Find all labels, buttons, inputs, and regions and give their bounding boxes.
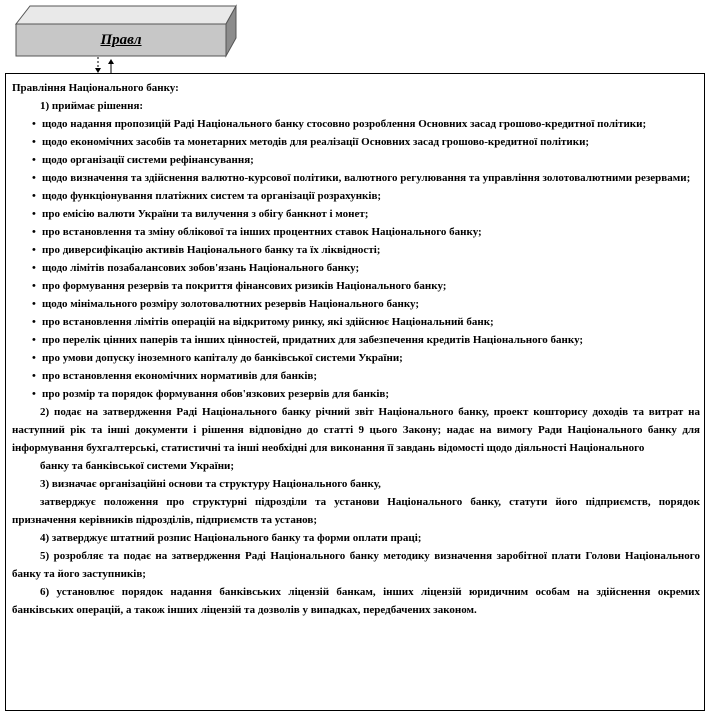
bullet-icon: • xyxy=(32,172,36,184)
bullet-icon: • xyxy=(32,370,36,382)
bullet-icon: • xyxy=(32,316,36,328)
intro-line: Правління Національного банку: xyxy=(12,82,179,94)
header-box xyxy=(0,0,240,66)
item-4-text: 4) затверджує штатний розпис Національного банку та форми оплати праці; xyxy=(40,532,422,544)
bullet-icon: • xyxy=(32,226,36,238)
bullet-icon: • xyxy=(32,334,36,346)
bullet-item: • про встановлення економічних нормативів для банків; xyxy=(12,367,700,385)
bullet-item: • щодо організації системи рефінансування; xyxy=(12,151,700,169)
bullet-item: • щодо економічних засобів та монетарних методів для реалізації Основних засад грошово-кредитної політики; xyxy=(12,133,700,151)
bullet-item: • щодо лімітів позабалансових зобов'язань Національного банку; xyxy=(12,259,700,277)
bullet-icon: • xyxy=(32,244,36,256)
bullet-item: • про умови допуску іноземного капіталу до банківської системи України; xyxy=(12,349,700,367)
bullet-item: • про емісію валюти України та вилучення з обігу банкнот і монет; xyxy=(12,205,700,223)
bullet-item: • про встановлення лімітів операцій на відкритому ринку, які здійснює Національний банк; xyxy=(12,313,700,331)
bullet-icon: • xyxy=(32,136,36,148)
bullet-item: • про розмір та порядок формування обов'язкових резервів для банків; xyxy=(12,385,700,403)
bullet-icon: • xyxy=(32,118,36,130)
header-title: Правл xyxy=(100,31,142,48)
item-2-continuation: банку та банківської системи України; xyxy=(40,460,235,472)
item-5-text: 5) розробляє та подає на затвердження Раді Національного банку методику визначення заробітної плати Голови Національного банку та його заступників; xyxy=(12,550,700,580)
bullet-icon: • xyxy=(32,280,36,292)
bullet-icon: • xyxy=(32,298,36,310)
bullet-item: • щодо визначення та здійснення валютно-курсової політики, валютного регулювання та управління золотовалютними резервами; xyxy=(12,169,700,187)
item-3-text: 3) визначає організаційні основи та структуру Національного банку, xyxy=(40,478,381,490)
item-2-text: 2) подає на затвердження Раді Національного банку річний звіт Національного банку, проект кошторису доходів та витрат на наступний рік та інші документи і рішення відповідно до статті 9 цього Закону; надає на вимогу Ради Національного банку для інформування бухгалтерські, статистичні та інші необхідні для виконання її завдань відомості щодо діяльності Національного xyxy=(12,406,700,454)
bullet-icon: • xyxy=(32,208,36,220)
item-1-lead: 1) приймає рішення: xyxy=(40,100,144,112)
bullet-icon: • xyxy=(32,154,36,166)
bullet-item: • про формування резервів та покриття фінансових ризиків Національного банку; xyxy=(12,277,700,295)
bullet-item: • щодо надання пропозицій Раді Національного банку стосовно розроблення Основних засад грошово-кредитної політики; xyxy=(12,115,700,133)
item-3-continuation: затверджує положення про структурні підрозділи та установи Національного банку, статути його підприємств, порядок призначення керівників підрозділів, підприємств та установ; xyxy=(12,496,700,526)
bullet-icon: • xyxy=(32,352,36,364)
bullet-item: • щодо мінімального розміру золотовалютних резервів Національного банку; xyxy=(12,295,700,313)
bullet-item: • про диверсифікацію активів Національного банку та їх ліквідності; xyxy=(12,241,700,259)
item-6-text: 6) установлює порядок надання банківських ліцензій банкам, інших ліцензій юридичним особам на здійснення окремих банківських операцій, а також інших ліцензій та дозволів у випадках, передбачених законом. xyxy=(12,586,700,616)
bullet-icon: • xyxy=(32,388,36,400)
bullet-icon: • xyxy=(32,190,36,202)
bullet-item: • про перелік цінних паперів та інших цінностей, придатних для забезпечення кредитів Національного банку; xyxy=(12,331,700,349)
bullet-item: • щодо функціонування платіжних систем та організації розрахунків; xyxy=(12,187,700,205)
bullet-item: • про встановлення та зміну облікової та інших процентних ставок Національного банку; xyxy=(12,223,700,241)
bullet-icon: • xyxy=(32,262,36,274)
responsibilities-text xyxy=(12,79,700,619)
